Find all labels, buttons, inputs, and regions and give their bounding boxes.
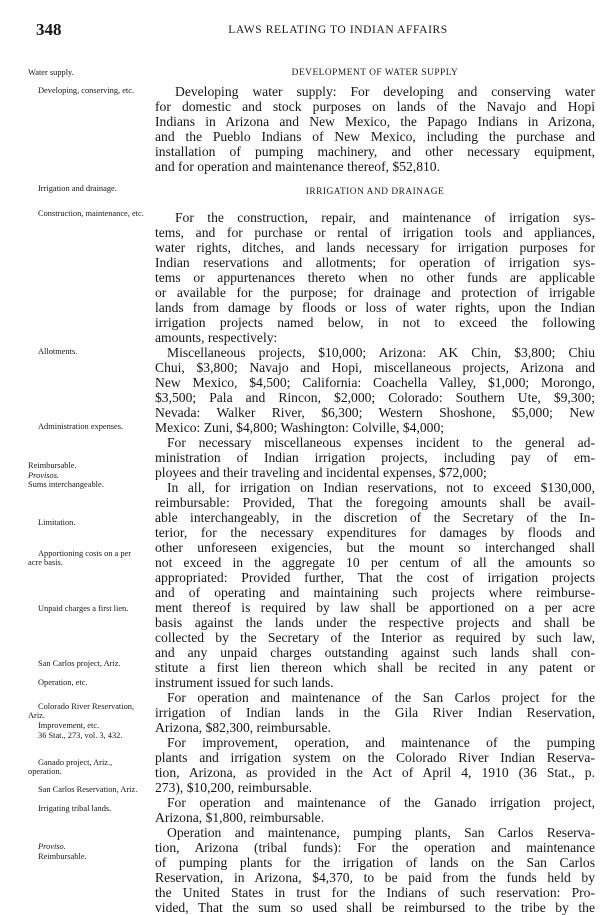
text-line: irrigation projects named below, in not to exceed the following bbox=[155, 315, 595, 330]
text-line: Nevada: Walker River, $6,300; Western Shoshone, $5,000; New bbox=[155, 405, 595, 420]
text-line: ministration of Indian irrigation projects, including pay of em- bbox=[155, 450, 595, 465]
margin-note: Improvement, etc. bbox=[38, 721, 100, 730]
margin-notes bbox=[20, 0, 146, 904]
text-line: instrument issued for such lands. bbox=[155, 675, 334, 690]
text-line: Miscellaneous projects, $10,000; Arizona: AK Chin, $3,800; Chiu bbox=[167, 345, 595, 360]
margin-note: Allotments. bbox=[38, 347, 78, 356]
section-heading: IRRIGATION AND DRAINAGE bbox=[305, 187, 445, 197]
text-line: able interchangeably, in the discretion of the Secretary of the In- bbox=[155, 510, 595, 525]
text-line: For operation and maintenance of the San Carlos project for the bbox=[167, 690, 595, 705]
text-line: Indians in Arizona and New Mexico, the Papago Indians in Arizona, bbox=[155, 114, 595, 129]
text-line: lands from damage by floods or loss of water rights, upon the Indian bbox=[155, 300, 595, 315]
margin-note: Unpaid charges a first lien. bbox=[38, 604, 129, 613]
text-line: amounts, respectively: bbox=[155, 330, 278, 345]
text-line: water rights, ditches, and lands necessary for irrigation purposes for bbox=[155, 240, 595, 255]
margin-note: Developing, conserving, etc. bbox=[38, 86, 135, 95]
text-line: For improvement, operation, and maintenance of the pumping bbox=[167, 735, 595, 750]
text-line: For necessary miscellaneous expenses incident to the general ad- bbox=[167, 435, 595, 450]
text-line: $3,500; Pala and Rincon, $2,000; Colorado: Southern Ute, $9,300; bbox=[155, 390, 595, 405]
text-line: other unforeseen exigencies, but the mount so interchanged shall bbox=[155, 540, 595, 555]
text-line: vided, That the sum so used shall be reimbursed to the tribe by the bbox=[155, 900, 595, 915]
text-line: and the Pueblo Indians of New Mexico, including the purchase and bbox=[155, 129, 595, 144]
text-line: ployees and their traveling and incidental expenses, $72,000; bbox=[155, 465, 487, 480]
text-line: the United States in trust for the Indians of such reservation: Pro- bbox=[155, 885, 595, 900]
margin-note-italic: Provisos. bbox=[28, 471, 60, 480]
text-line: appropriated: Provided further, That the cost of irrigation projects bbox=[155, 570, 595, 585]
margin-note: Sums interchangeable. bbox=[28, 480, 104, 489]
text-line: Indian reservations and allotments; for operation of irrigation sys- bbox=[155, 255, 595, 270]
margin-note: Reimbursable. bbox=[28, 461, 77, 470]
running-head-text: LAWS RELATING TO INDIAN AFFAIRS bbox=[228, 24, 448, 36]
margin-note: San Carlos project, Ariz. bbox=[38, 659, 121, 668]
margin-note: Water supply. bbox=[28, 68, 74, 77]
margin-note: Irrigating tribal lands. bbox=[38, 804, 112, 813]
text-line: and for operation and maintenance thereof, $52,810. bbox=[155, 159, 440, 174]
margin-note: Colorado River Reservation, Ariz. bbox=[28, 702, 135, 721]
text-line: Mexico: Zuni, $4,800; Washington: Colville, $4,000; bbox=[155, 420, 445, 435]
text-line: collected by the Secretary of the Interior as required by such law, bbox=[155, 630, 595, 645]
text-line: New Mexico, $4,500; California: Coachella Valley, $1,000; Morongo, bbox=[155, 375, 595, 390]
text-line: Chui, $3,800; Navajo and Hopi, miscellaneous projects, Arizona and bbox=[155, 360, 595, 375]
text-line: of pumping plants for the irrigation of lands on the San Carlos bbox=[155, 855, 595, 870]
text-line: installation of pumping machinery, and other necessary equipment, bbox=[155, 144, 595, 159]
text-line: In all, for irrigation on Indian reservations, not to exceed $130,000, bbox=[167, 480, 595, 495]
margin-note-italic: Proviso. bbox=[38, 842, 66, 851]
margin-note: Ganado project, Ariz., operation. bbox=[28, 758, 113, 777]
margin-note: Irrigation and drainage. bbox=[38, 184, 117, 193]
margin-note: Limitation. bbox=[38, 518, 76, 527]
text-line: Reservation, in Arizona, $4,370, to be paid from the funds held by bbox=[155, 870, 595, 885]
section-heading: DEVELOPMENT OF WATER SUPPLY bbox=[291, 68, 459, 78]
text-line: plants and irrigation system on the Colorado River Indian Reserva- bbox=[155, 750, 595, 765]
text-line: and of operating and maintaining such projects where reimburse- bbox=[155, 585, 595, 600]
text-line: tion, Arizona, as provided in the Act of April 4, 1910 (36 Stat., p. bbox=[155, 765, 595, 780]
margin-note: 36 Stat., 273, vol. 3, 432. bbox=[38, 731, 123, 740]
margin-note bbox=[28, 842, 144, 851]
margin-note: San Carlos Reservation, Ariz. bbox=[38, 785, 138, 794]
text-line: irrigation of Indian lands in the Gila River Indian Reservation, bbox=[155, 705, 595, 720]
text-line: ment thereof is required by law shall be apportioned on a per acre bbox=[155, 600, 595, 615]
text-line: Operation and maintenance, pumping plants, San Carlos Reserva- bbox=[167, 825, 595, 840]
text-line: Arizona, $82,300, reimbursable. bbox=[155, 720, 331, 735]
text-line: for domestic and stock purposes on lands of the Navajo and Hopi bbox=[155, 99, 595, 114]
text-line: For the construction, repair, and maintenance of irrigation sys- bbox=[175, 210, 595, 225]
text-line: not exceed in the aggregate 10 per centum of all the amounts so bbox=[155, 555, 595, 570]
margin-note: Apportioning costs on a per acre basis. bbox=[28, 549, 132, 568]
page-number: 348 bbox=[36, 20, 62, 39]
text-line: Arizona, $1,800, reimbursable. bbox=[155, 810, 325, 825]
margin-note: Construction, maintenance, etc. bbox=[38, 209, 144, 218]
margin-note: Reimbursable. bbox=[38, 852, 87, 861]
text-line: or available for the purpose; for drainage and protection of irrigable bbox=[155, 285, 595, 300]
text-line: basis against the lands under the respective projects and shall be bbox=[155, 615, 595, 630]
text-line: tems or appurtenances thereto when no other funds are applicable bbox=[155, 270, 595, 285]
text-line: 273), $10,200, reimbursable. bbox=[155, 780, 313, 795]
text-line: reimbursable: Provided, That the foregoing amounts shall be avail- bbox=[155, 495, 595, 510]
text-line: terior, for the necessary expenditures for damages by floods and bbox=[155, 525, 595, 540]
text-line: and any unpaid charges outstanding against such lands shall con- bbox=[155, 645, 595, 660]
margin-note bbox=[28, 471, 144, 480]
text-line: tion, Arizona (tribal funds): For the operation and maintenance bbox=[155, 840, 595, 855]
text-line: stitute a first lien thereon which shall be recited in any patent or bbox=[155, 660, 595, 675]
text-line: Developing water supply: For developing and conserving water bbox=[175, 84, 595, 99]
margin-note: Operation, etc. bbox=[38, 678, 88, 687]
margin-note: Administration expenses. bbox=[38, 422, 124, 431]
text-line: tems, and for purchase or rental of irrigation tools and appliances, bbox=[155, 225, 595, 240]
text-line: For operation and maintenance of the Ganado irrigation project, bbox=[167, 795, 595, 810]
